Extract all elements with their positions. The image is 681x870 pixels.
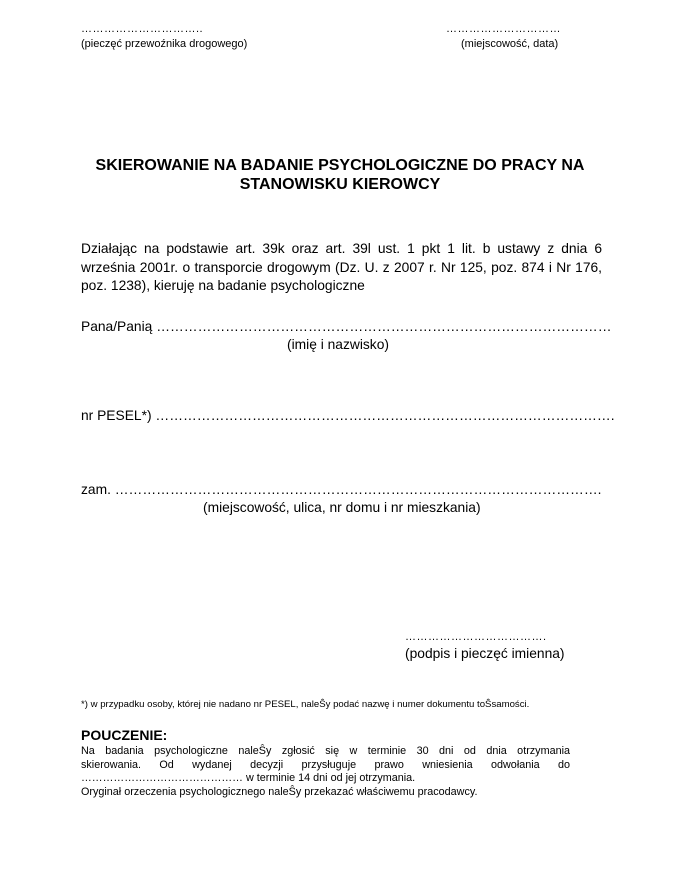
name-field[interactable] xyxy=(81,319,611,335)
name-label: Pana/Panią xyxy=(81,319,153,334)
carrier-stamp-caption: (pieczęć przewoźnika drogowego) xyxy=(81,38,248,50)
address-caption: (miejscowość, ulica, nr domu i nr mieszkania) xyxy=(203,500,481,515)
place-date-dots: ………………………… xyxy=(446,23,561,35)
pesel-label: nr PESEL*) xyxy=(81,408,152,423)
signature-dots: ………………………………. xyxy=(405,631,547,643)
address-field[interactable] xyxy=(81,482,601,498)
document-title-line-1: SKIEROWANIE NA BADANIE PSYCHOLOGICZNE DO PRACY NA xyxy=(95,157,585,174)
name-dots[interactable]: ……………………………………………………………………………………… xyxy=(156,319,612,334)
pesel-dots[interactable]: ………………………………………………………………………………………. xyxy=(155,408,615,423)
document-title-line-2: STANOWISKU KIEROWCY xyxy=(239,176,441,193)
carrier-stamp-dots: ………………………….. xyxy=(81,23,204,35)
pesel-field[interactable] xyxy=(81,408,615,424)
pesel-footnote: *) w przypadku osoby, której nie nadano nr PESEL, naleŜy podać nazwę i numer dokumentu toŜsamości. xyxy=(81,699,530,710)
pouczenie-line-4: Oryginał orzeczenia psychologicznego naleŜy przekazać właściwemu pracodawcy. xyxy=(81,785,478,798)
signature-caption: (podpis i pieczęć imienna) xyxy=(405,646,565,661)
place-date-caption: (miejscowość, data) xyxy=(461,38,559,50)
address-label: zam. xyxy=(81,482,111,497)
pouczenie-line-3: ……………………………………… w terminie 14 dni od jej otrzymania. xyxy=(81,772,416,784)
pouczenie-line-1: Na badania psychologiczne naleŜy zgłosić się w terminie 30 dni od dnia otrzymania xyxy=(81,745,570,757)
address-dots[interactable]: ……………………………………………………………………………………………. xyxy=(114,482,602,497)
name-caption: (imię i nazwisko) xyxy=(287,337,389,352)
pouczenie-heading: POUCZENIE: xyxy=(81,727,168,743)
document-title xyxy=(60,156,620,194)
intro-paragraph: Działając na podstawie art. 39k oraz art. 39l ust. 1 pkt 1 lit. b ustawy z dnia 6 września 2001r. o transporcie drogowym (Dz. U. z 2007 r. Nr 125, poz. 874 i Nr 176, poz. 1238), kieruję na badanie psychologiczne xyxy=(81,241,602,293)
pouczenie-text xyxy=(81,745,570,799)
pouczenie-line-2: skierowania. Od wydanej decyzji przysługuje prawo wniesienia odwołania do xyxy=(81,758,570,771)
